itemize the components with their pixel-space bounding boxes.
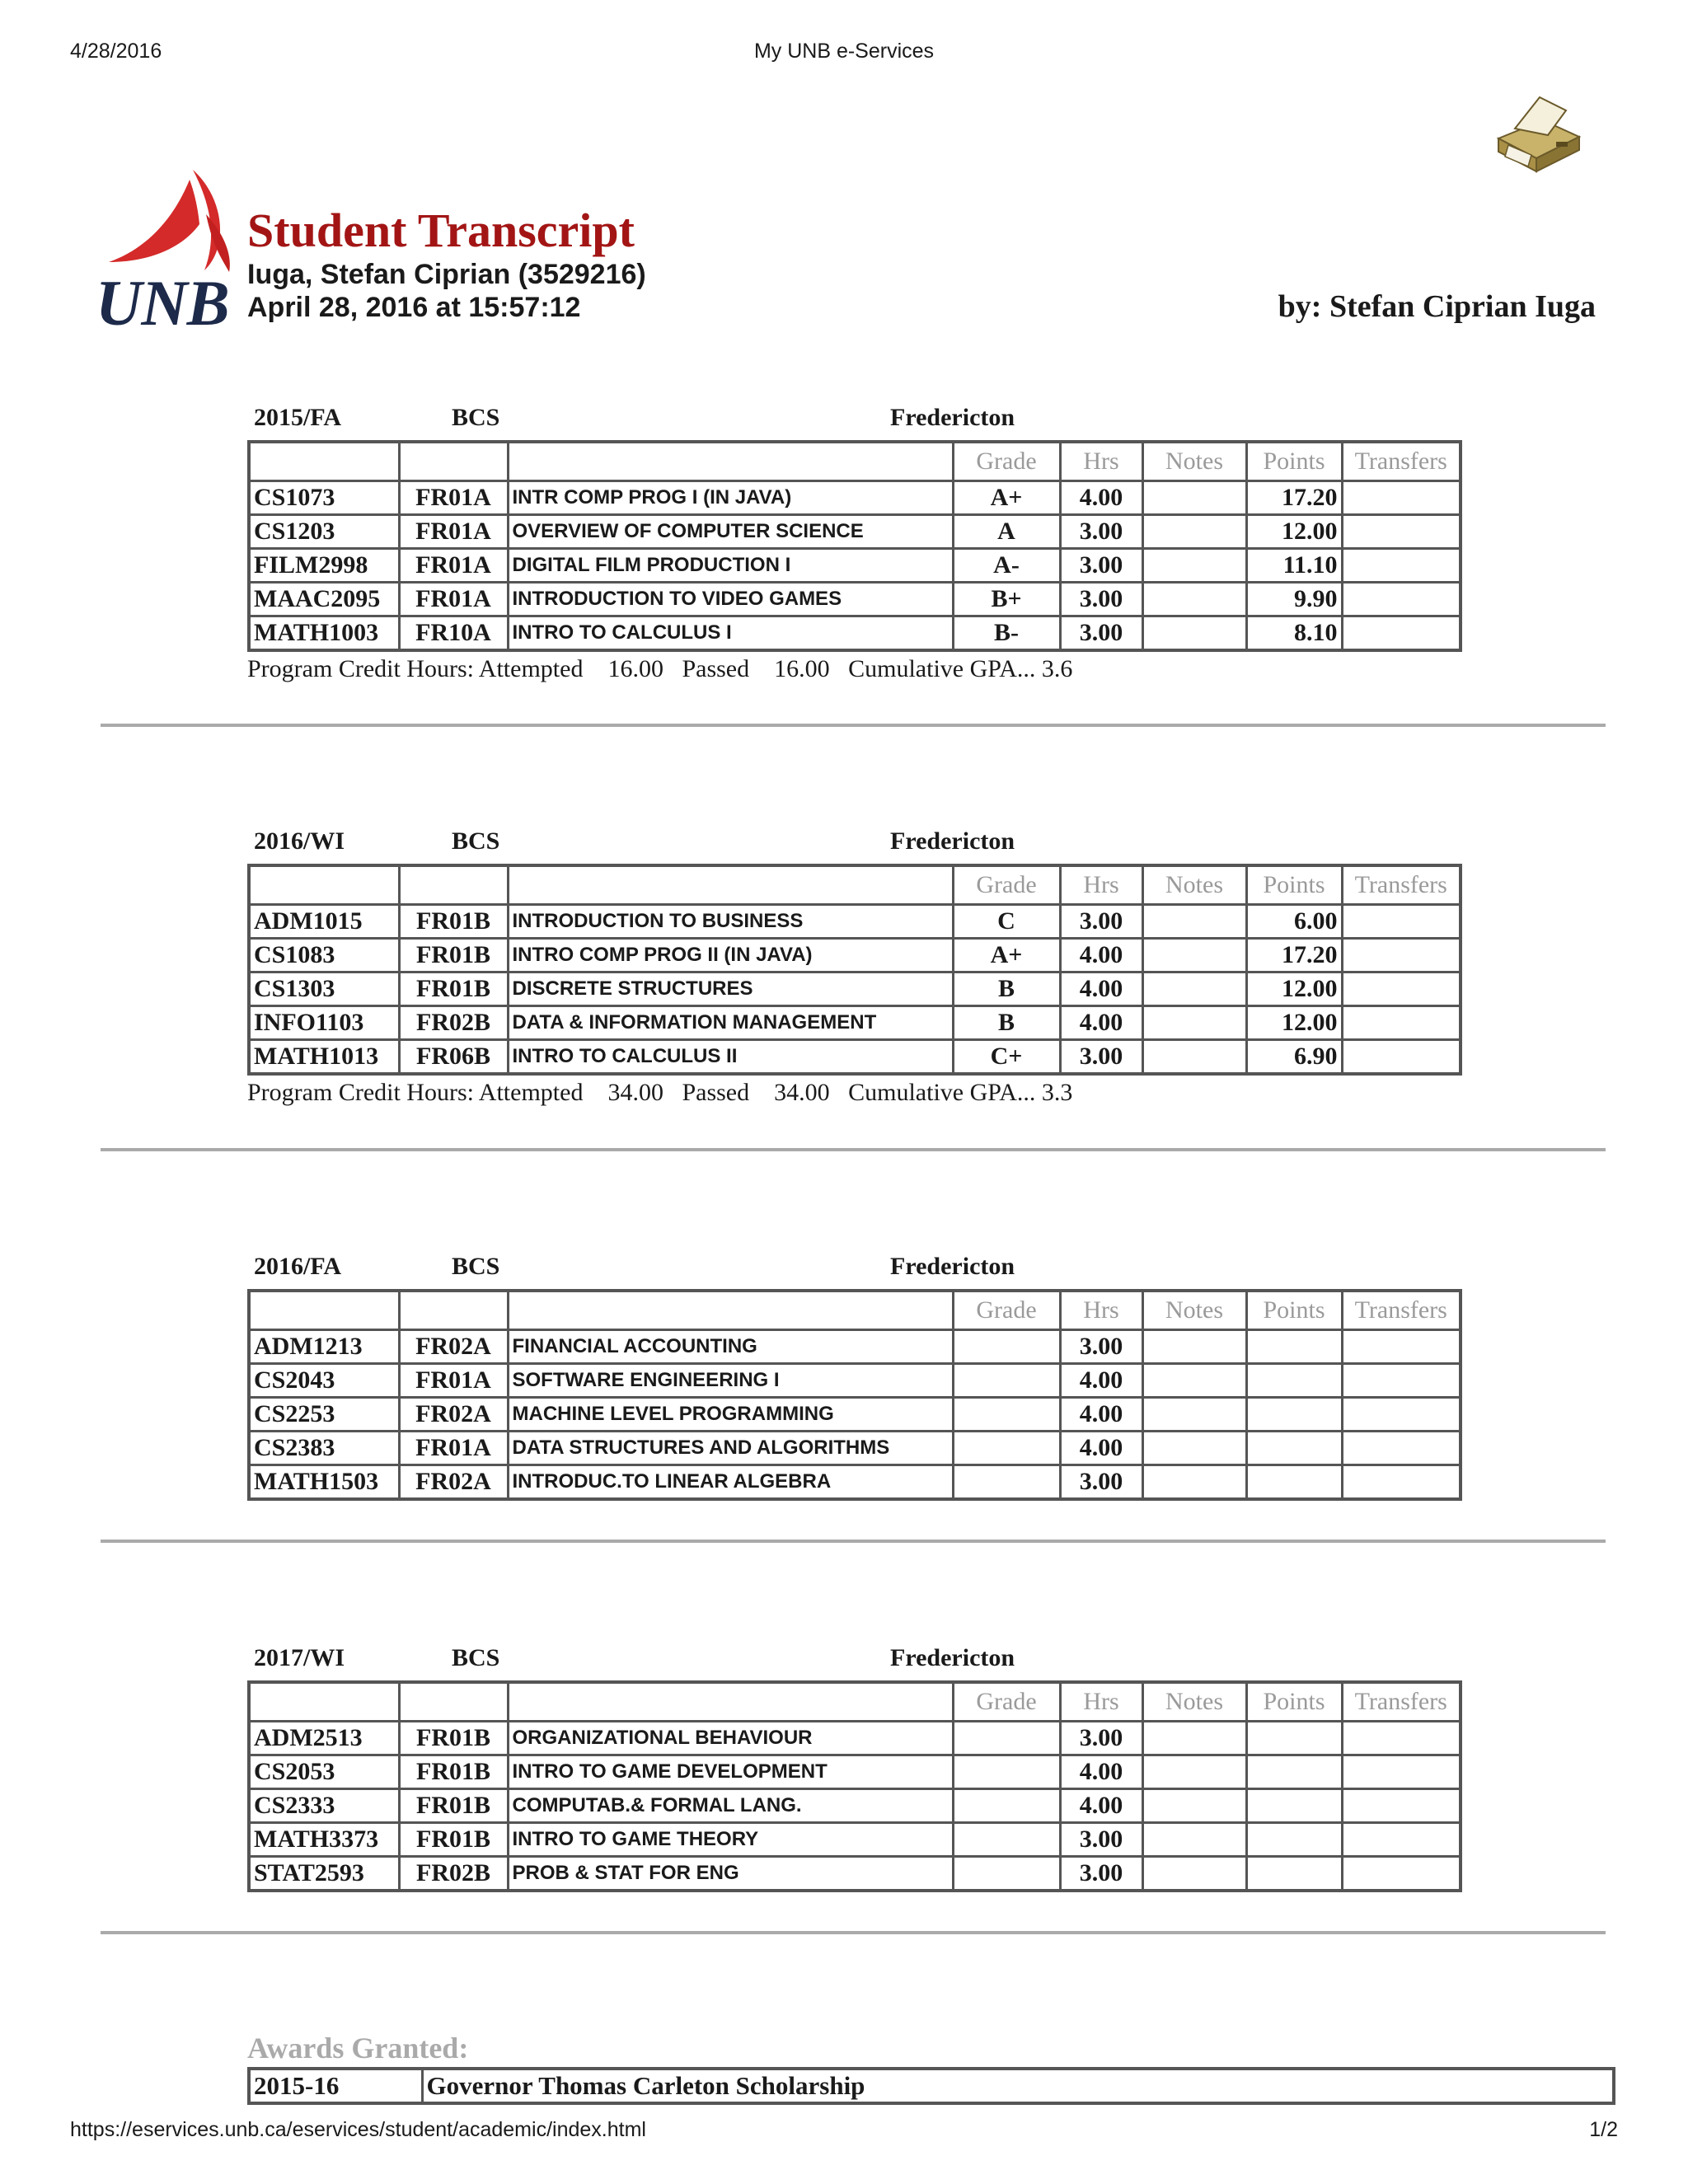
course-code: MATH3373	[249, 1823, 399, 1857]
table-row	[249, 1330, 1461, 1364]
course-hrs: 3.00	[1060, 616, 1142, 651]
run-date: April 28, 2016 at 15:57:12	[247, 292, 581, 323]
course-transfers	[1342, 1364, 1461, 1398]
awards-title: Awards Granted:	[247, 2032, 469, 2064]
header-points: Points	[1246, 1291, 1342, 1330]
course-title: INTRODUCTION TO VIDEO GAMES	[508, 583, 953, 616]
course-code: MATH1013	[249, 1040, 399, 1075]
header-transfers: Transfers	[1342, 1682, 1461, 1722]
course-points: 12.00	[1246, 1006, 1342, 1040]
course-notes	[1142, 1722, 1246, 1755]
student-name: Iuga, Stefan Ciprian (3529216)	[247, 259, 646, 290]
course-transfers	[1342, 1755, 1461, 1789]
course-transfers	[1342, 549, 1461, 583]
course-title: INTRODUCTION TO BUSINESS	[508, 905, 953, 939]
course-transfers	[1342, 1432, 1461, 1465]
course-points: 8.10	[1246, 616, 1342, 651]
header-transfers: Transfers	[1342, 442, 1461, 481]
course-title: PROB & STAT FOR ENG	[508, 1857, 953, 1891]
course-points: 12.00	[1246, 972, 1342, 1006]
course-section: FR06B	[399, 1040, 508, 1075]
course-section: FR02A	[399, 1330, 508, 1364]
term-section	[247, 1253, 1459, 1501]
header-transfers: Transfers	[1342, 865, 1461, 905]
course-title: SOFTWARE ENGINEERING I	[508, 1364, 953, 1398]
course-title: OVERVIEW OF COMPUTER SCIENCE	[508, 515, 953, 549]
awards-table	[247, 2067, 1615, 2105]
term-campus: Fredericton	[890, 1253, 1015, 1280]
term-program: BCS	[452, 1253, 500, 1280]
term-campus: Fredericton	[890, 404, 1015, 431]
header-notes: Notes	[1142, 1291, 1246, 1330]
table-row	[249, 481, 1461, 515]
print-header	[70, 40, 1618, 68]
table-row	[249, 972, 1461, 1006]
term-section	[247, 827, 1459, 1112]
header-notes: Notes	[1142, 865, 1246, 905]
award-name: Governor Thomas Carleton Scholarship	[422, 2069, 1614, 2103]
course-hrs: 3.00	[1060, 583, 1142, 616]
course-notes	[1142, 972, 1246, 1006]
table-row	[249, 2069, 1614, 2103]
course-grade	[953, 1755, 1060, 1789]
print-date: 4/28/2016	[70, 40, 162, 63]
course-code: STAT2593	[249, 1857, 399, 1891]
course-grade: B	[953, 1006, 1060, 1040]
course-transfers	[1342, 515, 1461, 549]
course-title: MACHINE LEVEL PROGRAMMING	[508, 1398, 953, 1432]
course-points: 6.90	[1246, 1040, 1342, 1075]
course-grade: A+	[953, 939, 1060, 972]
table-row	[249, 549, 1461, 583]
course-transfers	[1342, 1006, 1461, 1040]
course-points	[1246, 1722, 1342, 1755]
course-grade: B	[953, 972, 1060, 1006]
awards-section	[247, 2031, 1612, 2105]
term-program: BCS	[452, 827, 500, 855]
table-header-row	[249, 865, 1461, 905]
course-code: MATH1003	[249, 616, 399, 651]
course-points	[1246, 1330, 1342, 1364]
header-grade: Grade	[953, 1682, 1060, 1722]
course-transfers	[1342, 583, 1461, 616]
term-section	[247, 1644, 1459, 1892]
course-notes	[1142, 905, 1246, 939]
term-summary: Program Credit Hours: Attempted 34.00 Passed 34.00 Cumulative GPA... 3.3	[247, 1079, 1073, 1106]
page-number: 1/2	[1589, 2118, 1618, 2141]
header-points: Points	[1246, 442, 1342, 481]
course-points	[1246, 1789, 1342, 1823]
table-row	[249, 583, 1461, 616]
table-row	[249, 1722, 1461, 1755]
header-hrs: Hrs	[1060, 1291, 1142, 1330]
course-hrs: 4.00	[1060, 481, 1142, 515]
course-section: FR01A	[399, 1364, 508, 1398]
table-header-row	[249, 442, 1461, 481]
course-code: MATH1503	[249, 1465, 399, 1500]
course-table	[247, 1289, 1462, 1501]
course-transfers	[1342, 1789, 1461, 1823]
course-grade	[953, 1823, 1060, 1857]
term-summary: Program Credit Hours: Attempted 16.00 Passed 16.00 Cumulative GPA... 3.6	[247, 655, 1073, 682]
header-grade: Grade	[953, 1291, 1060, 1330]
course-hrs: 3.00	[1060, 905, 1142, 939]
course-section: FR10A	[399, 616, 508, 651]
course-section: FR02A	[399, 1465, 508, 1500]
course-transfers	[1342, 1398, 1461, 1432]
course-title: INTRO TO CALCULUS I	[508, 616, 953, 651]
course-hrs: 4.00	[1060, 1755, 1142, 1789]
course-code: FILM2998	[249, 549, 399, 583]
course-title: DIGITAL FILM PRODUCTION I	[508, 549, 953, 583]
course-transfers	[1342, 1040, 1461, 1075]
table-row	[249, 1755, 1461, 1789]
footer-url: https://eservices.unb.ca/eservices/student/academic/index.html	[70, 2118, 646, 2141]
course-transfers	[1342, 1330, 1461, 1364]
course-notes	[1142, 1398, 1246, 1432]
course-code: CS2253	[249, 1398, 399, 1432]
course-section: FR01A	[399, 583, 508, 616]
table-row	[249, 1789, 1461, 1823]
course-code: CS2383	[249, 1432, 399, 1465]
course-code: ADM1213	[249, 1330, 399, 1364]
term-program: BCS	[452, 1644, 500, 1671]
table-row	[249, 1364, 1461, 1398]
course-hrs: 3.00	[1060, 1857, 1142, 1891]
course-hrs: 3.00	[1060, 1722, 1142, 1755]
term-code: 2015/FA	[254, 404, 342, 431]
course-notes	[1142, 583, 1246, 616]
course-notes	[1142, 1857, 1246, 1891]
course-notes	[1142, 1755, 1246, 1789]
course-table	[247, 864, 1462, 1076]
header-points: Points	[1246, 1682, 1342, 1722]
course-grade	[953, 1722, 1060, 1755]
course-transfers	[1342, 1823, 1461, 1857]
term-code: 2016/FA	[254, 1253, 342, 1280]
course-hrs: 4.00	[1060, 1789, 1142, 1823]
course-transfers	[1342, 1465, 1461, 1500]
course-section: FR01B	[399, 1823, 508, 1857]
term-program: BCS	[452, 404, 500, 431]
course-points: 12.00	[1246, 515, 1342, 549]
printer-icon[interactable]	[1490, 92, 1584, 176]
course-hrs: 4.00	[1060, 1364, 1142, 1398]
course-points	[1246, 1398, 1342, 1432]
course-title: DATA STRUCTURES AND ALGORITHMS	[508, 1432, 953, 1465]
course-points: 17.20	[1246, 481, 1342, 515]
table-row	[249, 616, 1461, 651]
header-notes: Notes	[1142, 442, 1246, 481]
print-footer	[70, 2118, 1618, 2146]
course-section: FR01A	[399, 481, 508, 515]
course-title: ORGANIZATIONAL BEHAVIOUR	[508, 1722, 953, 1755]
course-hrs: 4.00	[1060, 1398, 1142, 1432]
header-transfers: Transfers	[1342, 1291, 1461, 1330]
course-grade	[953, 1330, 1060, 1364]
course-grade: A+	[953, 481, 1060, 515]
course-title: DATA & INFORMATION MANAGEMENT	[508, 1006, 953, 1040]
table-row	[249, 1040, 1461, 1075]
course-code: CS2043	[249, 1364, 399, 1398]
course-notes	[1142, 616, 1246, 651]
course-code: CS2053	[249, 1755, 399, 1789]
course-transfers	[1342, 905, 1461, 939]
course-notes	[1142, 515, 1246, 549]
course-hrs: 3.00	[1060, 515, 1142, 549]
course-transfers	[1342, 972, 1461, 1006]
course-title: INTRODUC.TO LINEAR ALGEBRA	[508, 1465, 953, 1500]
term-campus: Fredericton	[890, 827, 1015, 855]
course-section: FR01B	[399, 1755, 508, 1789]
course-section: FR01B	[399, 1722, 508, 1755]
course-notes	[1142, 1040, 1246, 1075]
header-hrs: Hrs	[1060, 1682, 1142, 1722]
course-hrs: 3.00	[1060, 549, 1142, 583]
course-transfers	[1342, 616, 1461, 651]
course-points: 17.20	[1246, 939, 1342, 972]
course-grade: B+	[953, 583, 1060, 616]
course-title: INTR COMP PROG I (IN JAVA)	[508, 481, 953, 515]
course-notes	[1142, 1364, 1246, 1398]
course-grade: A	[953, 515, 1060, 549]
generated-by: by: Stefan Ciprian Iuga	[1278, 289, 1596, 324]
course-code: INFO1103	[249, 1006, 399, 1040]
course-title: DISCRETE STRUCTURES	[508, 972, 953, 1006]
course-points	[1246, 1823, 1342, 1857]
course-points: 9.90	[1246, 583, 1342, 616]
section-divider	[101, 1148, 1606, 1151]
course-section: FR01A	[399, 1432, 508, 1465]
course-grade	[953, 1857, 1060, 1891]
term-code: 2017/WI	[254, 1644, 345, 1671]
course-section: FR02A	[399, 1398, 508, 1432]
course-code: ADM1015	[249, 905, 399, 939]
table-header-row	[249, 1682, 1461, 1722]
course-transfers	[1342, 1857, 1461, 1891]
section-divider	[101, 1540, 1606, 1543]
course-code: CS1083	[249, 939, 399, 972]
table-row	[249, 1006, 1461, 1040]
course-hrs: 4.00	[1060, 1006, 1142, 1040]
course-table	[247, 440, 1462, 652]
course-notes	[1142, 1330, 1246, 1364]
course-points: 11.10	[1246, 549, 1342, 583]
course-section: FR01B	[399, 972, 508, 1006]
course-table	[247, 1680, 1462, 1892]
course-code: CS1303	[249, 972, 399, 1006]
course-section: FR01A	[399, 515, 508, 549]
course-grade: C	[953, 905, 1060, 939]
header-notes: Notes	[1142, 1682, 1246, 1722]
header-hrs: Hrs	[1060, 442, 1142, 481]
course-points	[1246, 1857, 1342, 1891]
course-title: FINANCIAL ACCOUNTING	[508, 1330, 953, 1364]
course-points	[1246, 1465, 1342, 1500]
course-hrs: 3.00	[1060, 1823, 1142, 1857]
table-row	[249, 515, 1461, 549]
course-grade	[953, 1364, 1060, 1398]
course-hrs: 4.00	[1060, 1432, 1142, 1465]
course-notes	[1142, 1465, 1246, 1500]
course-hrs: 3.00	[1060, 1330, 1142, 1364]
table-row	[249, 1823, 1461, 1857]
header-grade: Grade	[953, 865, 1060, 905]
course-hrs: 4.00	[1060, 939, 1142, 972]
header-points: Points	[1246, 865, 1342, 905]
term-code: 2016/WI	[254, 827, 345, 855]
award-year: 2015-16	[249, 2069, 422, 2103]
course-title: INTRO TO GAME THEORY	[508, 1823, 953, 1857]
course-title: INTRO TO GAME DEVELOPMENT	[508, 1755, 953, 1789]
course-code: MAAC2095	[249, 583, 399, 616]
course-notes	[1142, 1432, 1246, 1465]
header-grade: Grade	[953, 442, 1060, 481]
course-grade	[953, 1432, 1060, 1465]
course-notes	[1142, 1789, 1246, 1823]
course-points	[1246, 1432, 1342, 1465]
course-title: COMPUTAB.& FORMAL LANG.	[508, 1789, 953, 1823]
course-points	[1246, 1364, 1342, 1398]
course-code: ADM2513	[249, 1722, 399, 1755]
table-row	[249, 905, 1461, 939]
course-grade: C+	[953, 1040, 1060, 1075]
course-notes	[1142, 549, 1246, 583]
course-notes	[1142, 1006, 1246, 1040]
course-title: INTRO COMP PROG II (IN JAVA)	[508, 939, 953, 972]
course-grade	[953, 1789, 1060, 1823]
print-page-title: My UNB e-Services	[753, 40, 935, 63]
course-code: CS1203	[249, 515, 399, 549]
course-hrs: 3.00	[1060, 1040, 1142, 1075]
course-transfers	[1342, 1722, 1461, 1755]
course-notes	[1142, 1823, 1246, 1857]
table-row	[249, 1398, 1461, 1432]
course-section: FR01B	[399, 939, 508, 972]
table-row	[249, 1857, 1461, 1891]
course-points	[1246, 1755, 1342, 1789]
header-hrs: Hrs	[1060, 865, 1142, 905]
course-hrs: 4.00	[1060, 972, 1142, 1006]
table-row	[249, 939, 1461, 972]
course-code: CS1073	[249, 481, 399, 515]
course-notes	[1142, 481, 1246, 515]
course-grade: A-	[953, 549, 1060, 583]
course-notes	[1142, 939, 1246, 972]
table-row	[249, 1432, 1461, 1465]
course-grade	[953, 1465, 1060, 1500]
page-title: Student Transcript	[247, 204, 635, 257]
course-section: FR02B	[399, 1857, 508, 1891]
course-title: INTRO TO CALCULUS II	[508, 1040, 953, 1075]
course-section: FR01B	[399, 1789, 508, 1823]
course-transfers	[1342, 939, 1461, 972]
course-section: FR01B	[399, 905, 508, 939]
course-grade: B-	[953, 616, 1060, 651]
unb-wordmark: UNB	[96, 267, 229, 339]
course-hrs: 3.00	[1060, 1465, 1142, 1500]
course-transfers	[1342, 481, 1461, 515]
section-divider	[101, 1931, 1606, 1934]
term-section	[247, 404, 1459, 688]
course-grade	[953, 1398, 1060, 1432]
table-header-row	[249, 1291, 1461, 1330]
course-code: CS2333	[249, 1789, 399, 1823]
section-divider	[101, 724, 1606, 727]
term-campus: Fredericton	[890, 1644, 1015, 1671]
table-row	[249, 1465, 1461, 1500]
course-points: 6.00	[1246, 905, 1342, 939]
course-section: FR01A	[399, 549, 508, 583]
course-section: FR02B	[399, 1006, 508, 1040]
